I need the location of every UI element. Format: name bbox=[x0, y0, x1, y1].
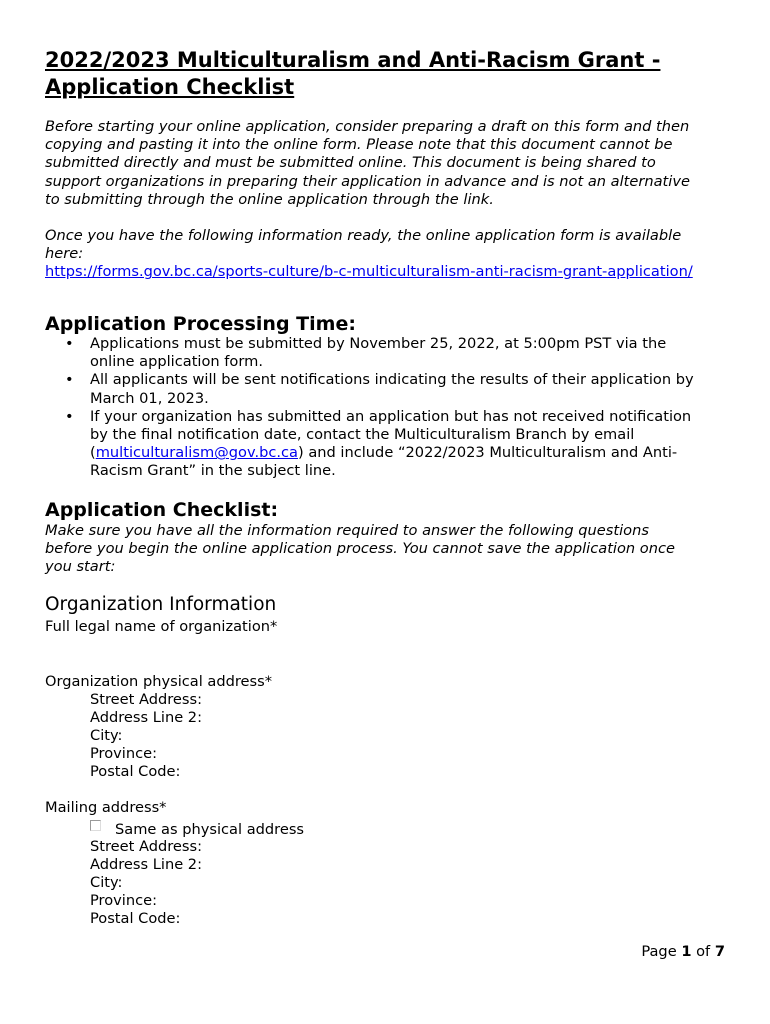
postal-code-label: Postal Code: bbox=[90, 910, 181, 928]
address-line-2-label: Address Line 2: bbox=[90, 709, 203, 727]
checklist-instructions: Make sure you have all the information required to answer the following questions before you begin the online application process. You cannot save the application once you start: bbox=[45, 522, 675, 576]
intro-line: copying and pasting it into the online form. Please note that this document cannot be bbox=[45, 136, 673, 154]
application-form-link[interactable]: https://forms.gov.bc.ca/sports-culture/b-c-multiculturalism-anti-racism-grant-application/ bbox=[45, 263, 693, 281]
bullet-icon: • bbox=[65, 407, 74, 425]
email-link[interactable]: multiculturalism@gov.bc.ca bbox=[95, 444, 298, 462]
province-label: Province: bbox=[90, 745, 158, 763]
postal-code-label: Postal Code: bbox=[90, 763, 181, 781]
processing-list bbox=[45, 335, 725, 481]
page-title bbox=[45, 47, 735, 101]
ready-line-2: here: bbox=[45, 245, 84, 263]
mailing-address-fields bbox=[90, 838, 202, 928]
street-address-label: Street Address: bbox=[90, 838, 203, 855]
mailing-address-label: Mailing address* bbox=[45, 799, 167, 816]
processing-heading: Application Processing Time: bbox=[45, 313, 356, 335]
province-label: Province: bbox=[90, 892, 158, 910]
list-item: • All applicants will be sent notifications indicating the results of their application by March 01, 2023. bbox=[65, 371, 694, 407]
street-address-label: Street Address: bbox=[90, 691, 203, 708]
org-info-heading: Organization Information bbox=[45, 594, 277, 615]
physical-address-fields bbox=[90, 691, 202, 781]
legal-name-label: Full legal name of organization* bbox=[45, 618, 278, 635]
intro-line: submitted directly and must be submitted online. This document is being shared to bbox=[45, 154, 656, 172]
page-number: Page 1 of 7 bbox=[641, 943, 725, 960]
same-as-physical-label: Same as physical address bbox=[115, 821, 305, 838]
same-as-physical-checkbox[interactable] bbox=[90, 820, 101, 831]
intro-line: to submitting through the online application through the link. bbox=[45, 190, 494, 208]
list-item: • If your organization has submitted an application but has not received notification by the final notification date, contact the Multiculturalism Branch by email (multiculturalism@gov.bc.ca) and include “2022/2023 Multiculturalism and Anti- Racism Grant” in the subject line. bbox=[65, 407, 692, 480]
bullet-icon: • bbox=[65, 371, 74, 389]
title-line-1: 2022/2023 Multiculturalism and Anti-Racism Grant - bbox=[45, 48, 661, 72]
current-page: 1 bbox=[681, 943, 692, 960]
physical-address-label: Organization physical address* bbox=[45, 673, 273, 690]
ready-paragraph bbox=[45, 227, 735, 282]
ready-line-1: Once you have the following information ready, the online application form is available bbox=[45, 227, 682, 244]
same-as-physical-row bbox=[90, 820, 304, 839]
address-line-2-label: Address Line 2: bbox=[90, 856, 203, 874]
city-label: City: bbox=[90, 727, 123, 745]
intro-paragraph bbox=[45, 118, 735, 209]
title-line-2: Application Checklist bbox=[45, 75, 295, 99]
intro-line: support organizations in preparing their application in advance and is not an alternative bbox=[45, 172, 690, 190]
intro-line: Before starting your online application, consider preparing a draft on this form and then bbox=[45, 118, 690, 135]
list-item: • Applications must be submitted by November 25, 2022, at 5:00pm PST via the online application form. bbox=[65, 335, 667, 371]
bullet-icon: • bbox=[65, 335, 74, 352]
total-pages: 7 bbox=[714, 943, 725, 960]
checklist-heading: Application Checklist: bbox=[45, 499, 279, 521]
city-label: City: bbox=[90, 874, 123, 892]
